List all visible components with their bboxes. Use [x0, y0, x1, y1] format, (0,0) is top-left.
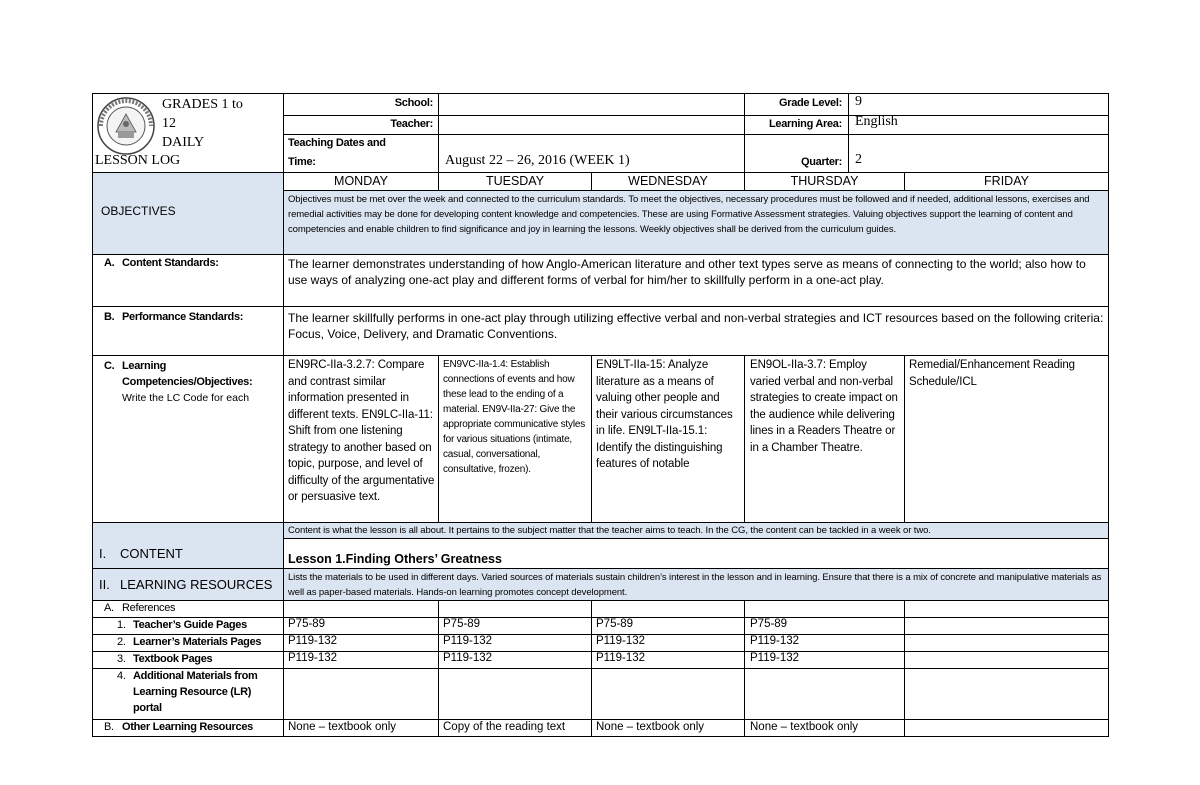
ref-cell: P75-89 [596, 618, 634, 630]
ref-num: 2. [117, 636, 126, 648]
grid-line [92, 600, 1108, 601]
teacher-field[interactable] [442, 118, 740, 133]
resources-prefix: II. [99, 577, 110, 592]
other-resource-cell: Copy of the reading text [443, 721, 566, 733]
grid-line [744, 600, 745, 737]
content-standards-text: The learner demonstrates understanding of how Anglo-American literature and other text types serve as means of connecting to the world; also how to use ways of analyzing one-act play and different forms of verbal for him/her to skillfully perform in a one-act play. [288, 257, 1086, 287]
ref-label-additional-line3: portal [133, 702, 162, 714]
content-standards-label: Content Standards: [122, 257, 219, 269]
lesson-title: Lesson 1.Finding Others’ Greatness [288, 552, 502, 566]
content-prefix: I. [99, 546, 107, 561]
competency-tuesday: EN9VC-IIa-1.4: Establish connections of events and how these lead to the ending of a material. EN9V-IIa-27: Give the appropriate communicative styles for various situations (intimate, casual, conversational, consultative, frozen). [443, 359, 585, 475]
grid-line [283, 134, 1108, 135]
content-label-shade [92, 522, 283, 568]
seal-icon [96, 96, 156, 156]
grade-value: 9 [855, 94, 862, 109]
other-resources-prefix: B. [104, 721, 114, 733]
ref-cell: P119-132 [596, 635, 646, 647]
school-field[interactable] [442, 97, 740, 113]
grid-line [92, 568, 1108, 569]
grid-line [92, 668, 1108, 669]
ref-label-additional-line1: Additional Materials from [133, 670, 258, 682]
ref-cell: P75-89 [750, 618, 788, 630]
other-resource-cell: None – textbook only [596, 721, 705, 733]
day-header-monday: MONDAY [334, 174, 388, 188]
other-resource-cell: None – textbook only [288, 721, 397, 733]
grid-line [92, 306, 1108, 307]
objectives-label: OBJECTIVES [101, 204, 176, 218]
ref-num: 3. [117, 653, 126, 665]
grid-line [1108, 93, 1109, 737]
area-label: Learning Area: [768, 118, 842, 130]
quarter-value: 2 [855, 152, 862, 167]
grid-line [92, 719, 1108, 720]
content-standards-prefix: A. [104, 257, 115, 269]
ref-label-learners-materials: Learner’s Materials Pages [133, 636, 262, 648]
grid-line [92, 254, 1108, 255]
grid-line [904, 600, 905, 737]
competency-wednesday: EN9LT-IIa-15: Analyze literature as a means of valuing other people and their various circumstances in life. EN9LT-IIa-15.1: Identify the distinguishing features of notable [596, 359, 733, 470]
ref-num: 4. [117, 670, 126, 682]
teacher-label: Teacher: [390, 118, 433, 130]
school-label: School: [394, 97, 433, 109]
other-resources-label: Other Learning Resources [122, 721, 253, 733]
grid-line [904, 355, 905, 522]
performance-standards-text: The learner skillfully performs in one-act play through utilizing effective verbal and non-verbal strategies and ICT resources based on the following criteria: Focus, Voice, Delivery, and Dramatic Conventions. [288, 311, 1104, 341]
log-title-line3: DAILY [162, 135, 205, 150]
ref-num: 1. [117, 619, 126, 631]
dates-value: August 22 – 26, 2016 (WEEK 1) [445, 153, 630, 168]
grid-line [92, 355, 1108, 356]
dates-label-line1: Teaching Dates and [288, 137, 386, 149]
competency-monday: EN9RC-IIa-3.2.7: Compare and contrast similar information presented in different texts. EN9LC-IIa-11: Shift from one listening strategy to another based on topic, purpose, and level of difficulty of the argumentative or persuasive text. [288, 359, 435, 503]
references-label: References [122, 602, 176, 614]
performance-standards-label: Performance Standards: [122, 311, 244, 323]
grid-line [283, 190, 1108, 191]
other-resource-cell: None – textbook only [750, 721, 859, 733]
ref-cell: P119-132 [596, 652, 646, 664]
references-prefix: A. [104, 602, 114, 614]
ref-cell: P119-132 [288, 652, 338, 664]
log-title-line1: GRADES 1 to [162, 97, 243, 112]
grid-line [438, 355, 439, 522]
grid-line [591, 355, 592, 522]
area-value: English [855, 114, 898, 129]
day-header-tuesday: TUESDAY [485, 174, 545, 188]
grid-line [283, 93, 284, 737]
grade-label: Grade Level: [778, 97, 842, 109]
grid-line [848, 93, 849, 172]
day-header-wednesday: WEDNESDAY [628, 174, 708, 188]
ref-cell: P119-132 [750, 635, 800, 647]
performance-standards-prefix: B. [104, 311, 115, 323]
grid-line [92, 736, 1108, 737]
resources-label: LEARNING RESOURCES [120, 577, 273, 592]
competency-thursday: EN9OL-IIa-3.7: Employ varied verbal and non-verbal strategies to create impact on the audience while delivering lines in a Readers Theatre or in a Chamber Theatre. [750, 359, 898, 454]
ref-cell: P119-132 [750, 652, 800, 664]
dates-label-line2: Time: [288, 156, 316, 168]
competencies-prefix: C. [104, 360, 115, 372]
grid-line [92, 172, 1108, 173]
resources-description: Lists the materials to be used in different days. Varied sources of materials sustain children’s interest in the lesson and in learning. Ensure that there is a mix of concrete and manipulative materials as well as paper-based materials. Hands-on learning promotes concept development. [288, 572, 1102, 598]
log-title-line2: 12 [162, 116, 176, 131]
content-label: CONTENT [120, 546, 183, 561]
ref-label-textbook: Textbook Pages [133, 653, 213, 665]
grid-line [591, 600, 592, 737]
ref-label-additional-line2: Learning Resource (LR) [133, 686, 252, 698]
ref-cell: P119-132 [443, 635, 493, 647]
grid-line [438, 600, 439, 737]
competencies-label-line1: Learning [122, 360, 167, 372]
competencies-label-line2: Competencies/Objectives: [122, 376, 253, 388]
competency-friday: Remedial/Enhancement Reading Schedule/ICL [909, 359, 1075, 388]
grid-line [744, 355, 745, 522]
grid-line [438, 93, 439, 172]
content-description: Content is what the lesson is all about. It pertains to the subject matter that the teacher aims to teach. In the CG, the content can be tackled in a week or two. [288, 525, 931, 536]
competencies-note: Write the LC Code for each [122, 392, 250, 404]
objectives-description: Objectives must be met over the week and connected to the curriculum standards. To meet the objectives, necessary procedures must be followed and if needed, additional lessons, exercises and remedial activities may be done for developing content knowledge and competencies. These are using Formative Assessment strategies. Valuing objectives support the learning of content and competencies and enable children to find significance and joy in learning the lessons. Weekly objectives shall be derived from the curriculum guides. [288, 194, 1090, 235]
log-title-line4: LESSON LOG [95, 153, 181, 168]
ref-cell: P75-89 [288, 618, 326, 630]
grid-line [283, 538, 1108, 539]
ref-cell: P119-132 [288, 635, 338, 647]
quarter-label: Quarter: [801, 156, 842, 168]
day-header-friday: FRIDAY [984, 174, 1029, 188]
ref-cell: P119-132 [443, 652, 493, 664]
ref-label-teachers-guide: Teacher’s Guide Pages [133, 619, 247, 631]
grid-line [92, 93, 93, 737]
deped-seal-logo [96, 96, 156, 156]
day-header-thursday: THURSDAY [790, 174, 859, 188]
grid-line [283, 115, 1108, 116]
grid-line [92, 93, 1108, 94]
ref-cell: P75-89 [443, 618, 481, 630]
